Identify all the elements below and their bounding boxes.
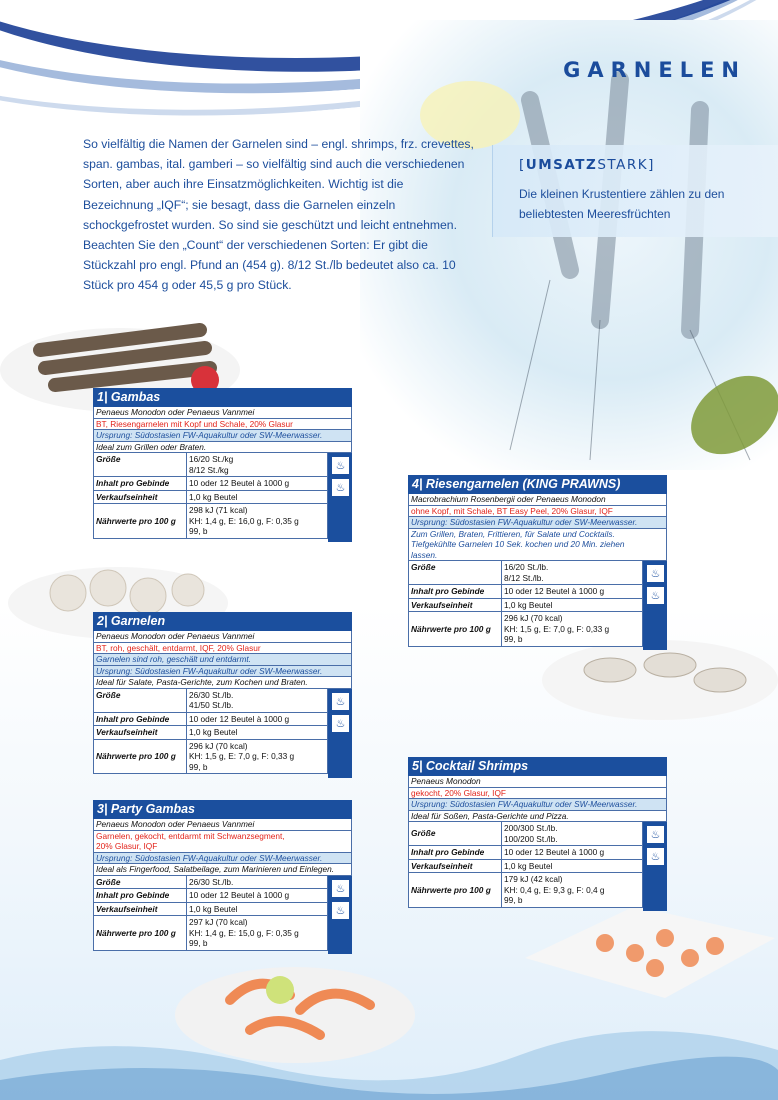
- pan-icon: ♨: [331, 478, 350, 497]
- latin-name: Penaeus Monodon oder Penaeus Vannmei: [93, 407, 352, 419]
- product-card-gambas: [93, 388, 352, 539]
- spec-table: Größe 26/30 St./lb. 41/50 St./lb. Inhalt pro Gebinde 10 oder 12 Beutel à 1000 g Verkaufseinheit 1,0 kg Beutel Nährwerte pro 100 g 296 kJ (70 kcal) KH: 1,5 g, E: 7,0 g, F: 0,33 g 99, b: [93, 689, 328, 775]
- usage-text: Zum Grillen, Braten, Frittieren, für Salate und Cocktails. Tiefgekühlte Garnelen 10 Sek. kochen und 20 Min. ziehen lassen.: [408, 529, 667, 562]
- origin-text: Ursprung: Südostasien FW-Aquakultur oder SW-Meerwasser.: [408, 517, 667, 529]
- note-text: Garnelen sind roh, geschält und entdarmt.: [93, 654, 352, 666]
- spec-table: Größe 26/30 St./lb. Inhalt pro Gebinde 10 oder 12 Beutel à 1000 g Verkaufseinheit 1,0 kg Beutel Nährwerte pro 100 g 297 kJ (70 kcal) KH: 1,4 g, E: 15,0 g, F: 0,35 g 99, b: [93, 876, 328, 951]
- product-title: 1| Gambas: [93, 388, 352, 407]
- usage-text: Ideal für Soßen, Pasta-Gerichte und Pizza.: [408, 811, 667, 823]
- product-title: 4| Riesengarnelen (KING PRAWNS): [408, 475, 667, 494]
- fork-knife-icon: ♨: [331, 456, 350, 475]
- fork-knife-icon: ♨: [646, 825, 665, 844]
- product-card-riesengarnelen: [408, 475, 667, 647]
- latin-name: Macrobrachium Rosenbergii oder Penaeus Monodon: [408, 494, 667, 506]
- latin-name: Penaeus Monodon oder Penaeus Vannmei: [93, 819, 352, 831]
- usage-text: Ideal für Salate, Pasta-Gerichte, zum Kochen und Braten.: [93, 677, 352, 689]
- intro-text: So vielfältig die Namen der Garnelen sind – engl. shrimps, frz. crevettes, span. gambas, ital. gamberi – so vielfältig sind auch die verschiedenen Sorten, aber auch ihre Einsatzmöglichkeiten. Wichtig ist die Bezeichnung „IQF“; sie besagt, dass die Garnelen einzeln schockgefrostet wurden. So sind sie geschützt und leicht entnehmen. Beachten Sie den „Count“ der verschiedenen Sorten: Er gibt die Stückzahl pro engl. Pfund an (454 g). 8/12 St./lb bedeutet also ca. 10 Stück pro 454 g oder 45,5 g pro Stück.: [83, 137, 474, 293]
- spec-table: Größe 16/20 St./kg 8/12 St./kg Inhalt pro Gebinde 10 oder 12 Beutel à 1000 g Verkaufseinheit 1,0 kg Beutel Nährwerte pro 100 g 298 kJ (71 kcal) KH: 1,4 g, E: 16,0 g, F: 0,35 g 99, b: [93, 453, 328, 539]
- product-card-garnelen: [93, 612, 352, 774]
- fork-knife-icon: ♨: [331, 879, 350, 898]
- spec-table: Größe 200/300 St./lb. 100/200 St./lb. Inhalt pro Gebinde 10 oder 12 Beutel à 1000 g Verkaufseinheit 1,0 kg Beutel Nährwerte pro 100 g 179 kJ (42 kcal) KH: 0,4 g, E: 9,3 g, F: 0,4 g 99, b: [408, 822, 643, 908]
- water-splash-decor: [0, 1020, 778, 1100]
- icon-sidebar: [643, 822, 667, 911]
- product-title: 2| Garnelen: [93, 612, 352, 631]
- fork-knife-icon: ♨: [646, 564, 665, 583]
- callout-text: Die kleinen Krustentiere zählen zu den beliebtesten Meeresfrüchten: [519, 187, 725, 221]
- pan-icon: ♨: [646, 847, 665, 866]
- origin-text: Ursprung: Südostasien FW-Aquakultur oder SW-Meerwasser.: [93, 430, 352, 442]
- page-title: GARNELEN: [563, 58, 746, 82]
- cocktail-shrimps-plate-photo: [515, 898, 778, 1008]
- product-spec: ohne Kopf, mit Schale, BT Easy Peel, 20% Glasur, IQF: [408, 506, 667, 518]
- product-spec: BT, Riesengarnelen mit Kopf und Schale, 20% Glasur: [93, 419, 352, 431]
- icon-sidebar: [328, 689, 352, 778]
- origin-text: Ursprung: Südostasien FW-Aquakultur oder SW-Meerwasser.: [93, 853, 352, 865]
- product-spec: gekocht, 20% Glasur, IQF: [408, 788, 667, 800]
- spec-table: Größe 16/20 St./lb. 8/12 St./lb. Inhalt pro Gebinde 10 oder 12 Beutel à 1000 g Verkaufseinheit 1,0 kg Beutel Nährwerte pro 100 g 296 kJ (70 kcal) KH: 1,5 g, E: 7,0 g, F: 0,33 g 99, b: [408, 561, 643, 647]
- icon-sidebar: [328, 876, 352, 954]
- usage-text: Ideal als Fingerfood, Salatbeilage, zum Marinieren und Einlegen.: [93, 864, 352, 876]
- pan-icon: ♨: [331, 714, 350, 733]
- product-card-party-gambas: [93, 800, 352, 951]
- product-title: 3| Party Gambas: [93, 800, 352, 819]
- icon-sidebar: [328, 453, 352, 542]
- pan-icon: ♨: [646, 586, 665, 605]
- fork-knife-icon: ♨: [331, 692, 350, 711]
- usage-text: Ideal zum Grillen oder Braten.: [93, 442, 352, 454]
- origin-text: Ursprung: Südostasien FW-Aquakultur oder SW-Meerwasser.: [408, 799, 667, 811]
- product-spec: BT, roh, geschält, entdarmt, IQF, 20% Glasur: [93, 643, 352, 655]
- pan-icon: ♨: [331, 901, 350, 920]
- callout-heading: [UMSATZSTARK]: [519, 157, 655, 173]
- latin-name: Penaeus Monodon oder Penaeus Vannmei: [93, 631, 352, 643]
- origin-text: Ursprung: Südostasien FW-Aquakultur oder SW-Meerwasser.: [93, 666, 352, 678]
- icon-sidebar: [643, 561, 667, 650]
- product-card-cocktail-shrimps: [408, 757, 667, 908]
- product-title: 5| Cocktail Shrimps: [408, 757, 667, 776]
- product-spec: Garnelen, gekocht, entdarmt mit Schwanzsegment, 20% Glasur, IQF: [93, 831, 352, 853]
- umsatzstark-callout: [492, 145, 778, 237]
- latin-name: Penaeus Monodon: [408, 776, 667, 788]
